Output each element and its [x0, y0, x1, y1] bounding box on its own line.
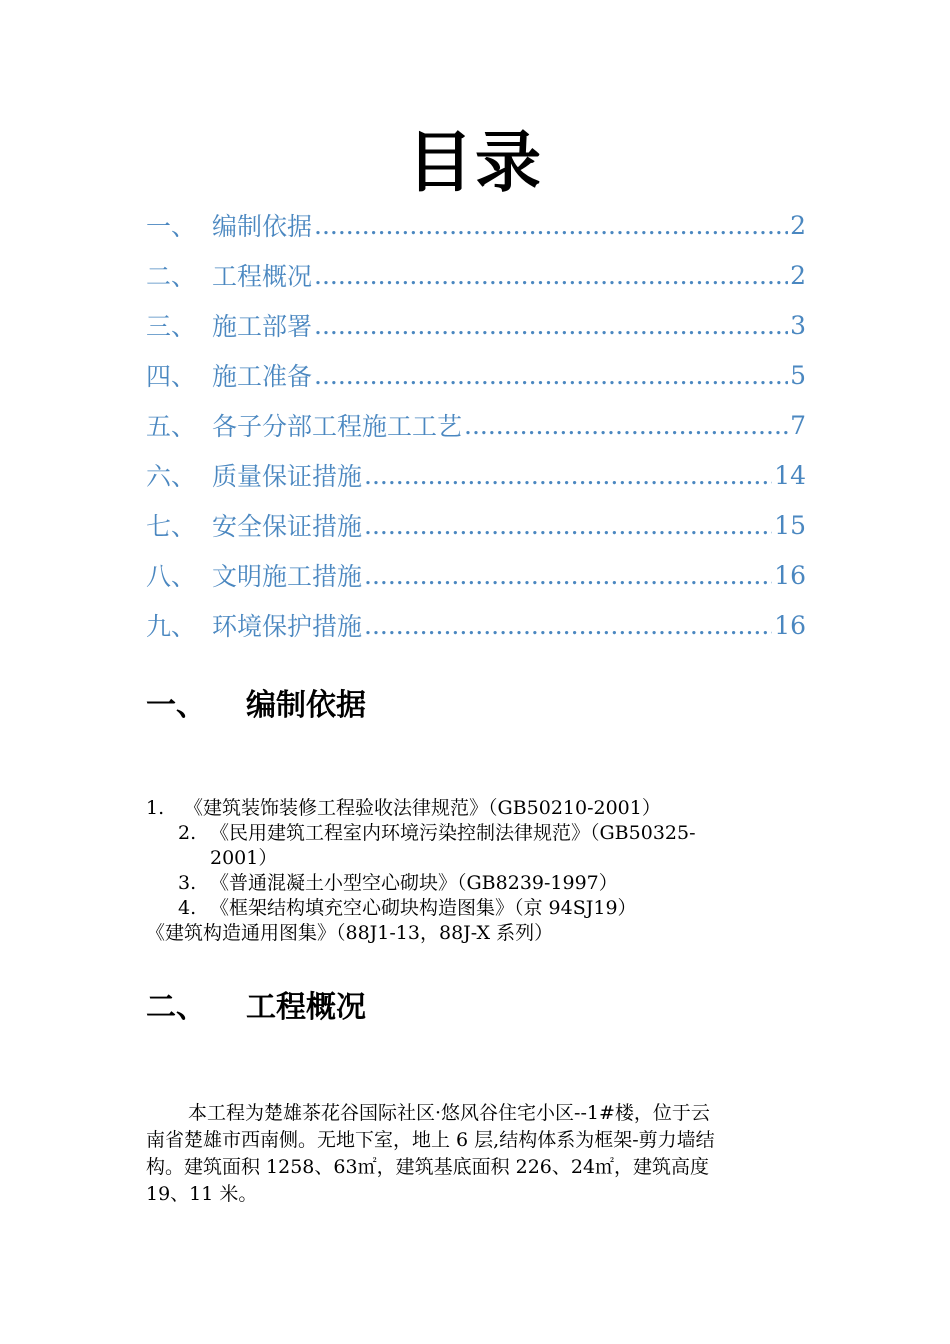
toc-entry-label: 环境保护措施 — [212, 612, 363, 641]
paragraph-line: 本工程为楚雄茶花谷国际社区·悠风谷住宅小区--1#楼，位于云 — [188, 1102, 710, 1124]
toc-entry-label: 质量保证措施 — [212, 462, 363, 491]
toc-entry-label: 各子分部工程施工工艺 — [212, 412, 463, 441]
toc-entry-6[interactable] — [146, 450, 806, 500]
list-item-number: 1. — [146, 797, 165, 819]
paragraph-line: 南省楚雄市西南侧。无地下室，地上 6 层,结构体系为框架-剪力墙结 — [146, 1129, 715, 1151]
paragraph-line: 19、11 米。 — [146, 1183, 258, 1205]
reference-list — [146, 796, 808, 946]
toc-leader-dots — [364, 611, 772, 640]
toc-entry-page: 2 — [790, 260, 806, 290]
toc-leader-dots — [364, 511, 772, 540]
toc-entry-page: 15 — [774, 510, 806, 540]
paragraph-line: 构。建筑面积 1258、63㎡，建筑基底面积 226、24㎡，建筑高度 — [146, 1156, 710, 1178]
toc-entry-label: 安全保证措施 — [212, 512, 363, 541]
toc-entry-7[interactable] — [146, 500, 806, 550]
toc-leader-dots — [364, 561, 772, 590]
list-item — [146, 821, 808, 846]
list-item-number: 4. — [178, 897, 197, 919]
list-item-text: 《建筑装饰装修工程验收法律规范》（GB50210-2001） — [184, 797, 661, 819]
toc-entry-label: 施工准备 — [212, 362, 313, 391]
list-item-text: 《民用建筑工程室内环境污染控制法律规范》（GB50325- — [210, 822, 696, 844]
section-number: 二、 — [146, 990, 206, 1025]
toc-entry-page: 2 — [790, 210, 806, 240]
list-item-number: 2. — [178, 822, 197, 844]
toc-entry-page: 5 — [790, 360, 806, 390]
toc-entry-9[interactable] — [146, 600, 806, 650]
table-of-contents — [146, 200, 806, 650]
toc-entry-label: 编制依据 — [212, 212, 313, 241]
list-item-text: 《普通混凝土小型空心砌块》（GB8239-1997） — [210, 872, 618, 894]
section-title: 编制依据 — [246, 688, 366, 723]
toc-entry-number: 二、 — [146, 262, 197, 291]
toc-entry-page: 16 — [774, 610, 806, 640]
toc-entry-label: 施工部署 — [212, 312, 313, 341]
toc-leader-dots — [314, 311, 788, 340]
list-item — [146, 871, 808, 896]
toc-entry-number: 一、 — [146, 212, 197, 241]
toc-entry-2[interactable] — [146, 250, 806, 300]
toc-leader-dots — [464, 411, 788, 440]
toc-entry-5[interactable] — [146, 400, 806, 450]
toc-entry-page: 7 — [790, 410, 806, 440]
section-heading-overview — [146, 982, 366, 1026]
toc-title: 目录 — [407, 124, 543, 201]
toc-leader-dots — [314, 361, 788, 390]
toc-entry-8[interactable] — [146, 550, 806, 600]
toc-entry-label: 文明施工措施 — [212, 562, 363, 591]
toc-entry-number: 八、 — [146, 562, 197, 591]
toc-entry-page: 14 — [774, 460, 806, 490]
toc-entry-page: 3 — [790, 310, 806, 340]
toc-entry-number: 九、 — [146, 612, 197, 641]
toc-entry-label: 工程概况 — [212, 262, 313, 291]
toc-leader-dots — [314, 261, 788, 290]
toc-entry-number: 七、 — [146, 512, 197, 541]
list-item — [146, 796, 808, 821]
toc-entry-page: 16 — [774, 560, 806, 590]
toc-entry-number: 六、 — [146, 462, 197, 491]
toc-leader-dots — [314, 211, 788, 240]
overview-paragraph — [146, 1100, 808, 1208]
toc-entry-1[interactable] — [146, 200, 806, 250]
list-item-continuation: 2001） — [210, 847, 278, 869]
section-heading-basis — [146, 680, 366, 724]
list-item — [146, 896, 808, 921]
toc-entry-3[interactable] — [146, 300, 806, 350]
toc-entry-number: 五、 — [146, 412, 197, 441]
list-extra-line: 《建筑构造通用图集》（88J1-13，88J-X 系列） — [146, 922, 554, 944]
toc-entry-number: 三、 — [146, 312, 197, 341]
section-number: 一、 — [146, 688, 206, 723]
toc-entry-number: 四、 — [146, 362, 197, 391]
list-item-number: 3. — [178, 872, 197, 894]
list-item-text: 《框架结构填充空心砌块构造图集》（京 94SJ19） — [210, 897, 637, 919]
section-title: 工程概况 — [246, 990, 366, 1025]
toc-entry-4[interactable] — [146, 350, 806, 400]
toc-leader-dots — [364, 461, 772, 490]
